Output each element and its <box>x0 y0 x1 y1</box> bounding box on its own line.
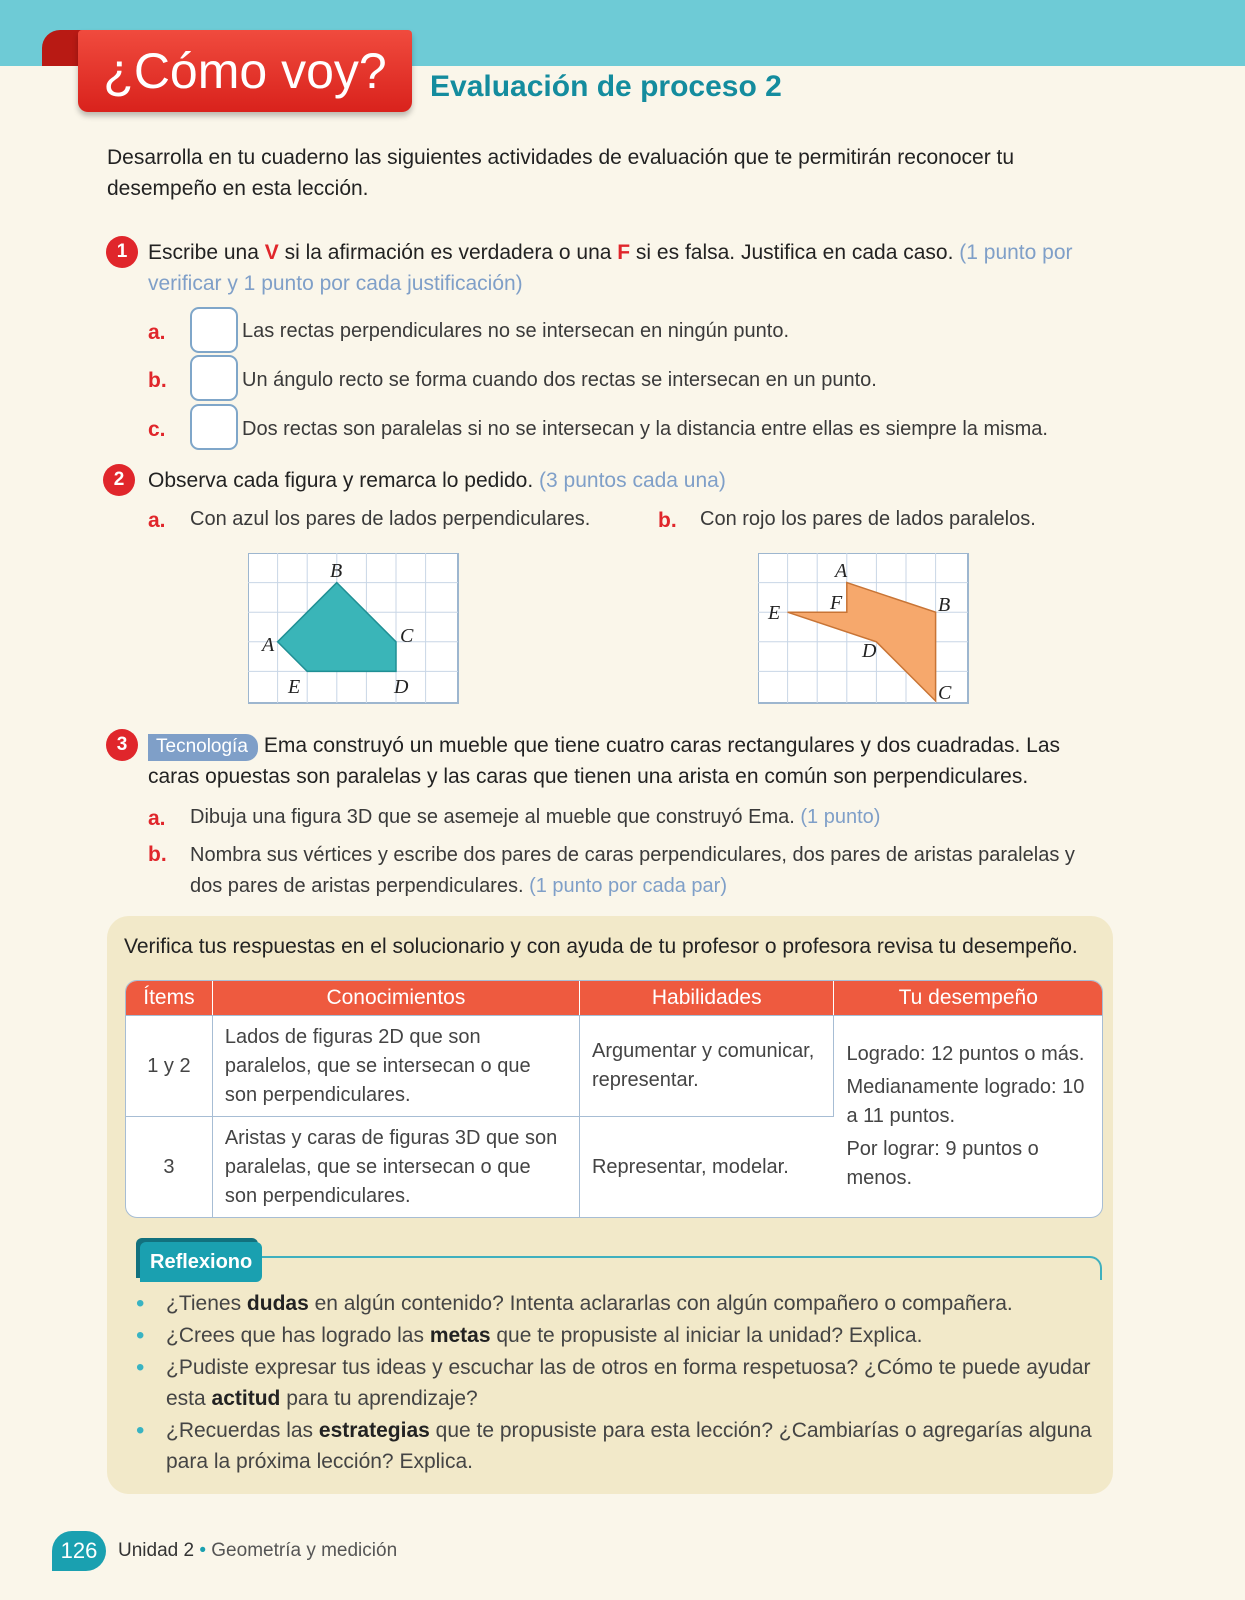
pentagon-label-b: B <box>330 560 343 582</box>
q1-item-c-letter: c. <box>148 418 166 441</box>
question-3-number: 3 <box>106 729 138 761</box>
technology-tag: Tecnología <box>148 734 258 761</box>
q1-item-b-letter: b. <box>148 369 167 392</box>
question-1-number: 1 <box>106 236 138 268</box>
row-1-knowledge: Lados de figuras 2D que son paralelos, que se intersecan o que son perpendiculares. <box>213 1015 580 1116</box>
header-knowledge: Conocimientos <box>213 981 580 1015</box>
q1-item-b-text: Un ángulo recto se forma cuando dos rectas se intersecan en un punto. <box>242 369 877 391</box>
q1-item-a-letter: a. <box>148 321 166 344</box>
q1-item-a-text: Las rectas perpendiculares no se intersecan en ningún punto. <box>242 320 790 342</box>
reflexiono-divider <box>232 1256 1102 1280</box>
hexagon-figure <box>758 553 970 705</box>
list-item: • ¿Recuerdas las estrategias que te propusiste para esta lección? ¿Cambiarías o agregarías alguna para la próxima lección? Explica. <box>134 1415 1100 1477</box>
performance-achieved: Logrado: 12 puntos o más. <box>846 1043 1085 1065</box>
row-1-skills: Argumentar y comunicar, representar. <box>580 1015 834 1116</box>
question-1-points: (1 punto por verificar y 1 punto por cada justificación) <box>148 241 1073 295</box>
performance-cell <box>834 1015 1102 1217</box>
pentagon-label-c: C <box>400 625 414 647</box>
pentagon-label-e: E <box>288 676 301 698</box>
hexagon-label-e: E <box>768 602 781 624</box>
page-number: 126 <box>52 1531 106 1571</box>
q3-item-b-letter: b. <box>148 843 167 866</box>
q1-item-c-text: Dos rectas son paralelas si no se intersecan y la distancia entre ellas es siempre la misma. <box>242 418 1048 440</box>
title-tab-fold <box>42 30 82 66</box>
q1-item-b-answer-box[interactable] <box>190 355 238 401</box>
question-1-text: Escribe una V si la afirmación es verdadera o una F si es falsa. Justifica en cada caso. (1 punto por verificar y 1 punto por cada justificación) <box>148 241 1073 295</box>
pentagon-figure <box>248 553 460 705</box>
list-item: • ¿Tienes dudas en algún contenido? Intenta aclararlas con algún compañero o compañera. <box>134 1288 1100 1319</box>
header-performance: Tu desempeño <box>834 981 1102 1015</box>
evaluation-table <box>125 980 1103 1218</box>
performance-partial: Medianamente logrado: 10 a 11 puntos. <box>846 1076 1085 1127</box>
q2-item-b-letter: b. <box>658 509 677 532</box>
verification-text: Verifica tus respuestas en el solucionario y con ayuda de tu profesor o profesora revisa tu desempeño. <box>124 935 1078 958</box>
page-title-tab: ¿Cómo voy? <box>78 30 412 112</box>
q2-item-a-letter: a. <box>148 509 166 532</box>
table-row <box>126 1015 1102 1116</box>
row-2-items: 3 <box>126 1116 213 1217</box>
list-item: • ¿Pudiste expresar tus ideas y escuchar las de otros en forma respetuosa? ¿Cómo te puede ayudar esta actitud para tu aprendizaje? <box>134 1352 1100 1414</box>
hexagon-label-d: D <box>862 640 877 662</box>
hexagon-label-f: F <box>830 592 843 614</box>
question-2-points: (3 puntos cada una) <box>539 469 726 492</box>
q3-item-a-points: (1 punto) <box>800 806 881 828</box>
q2-item-b-text: Con rojo los pares de lados paralelos. <box>700 508 1036 530</box>
row-2-knowledge: Aristas y caras de figuras 3D que son paralelas, que se intersecan o que son perpendiculares. <box>213 1116 580 1217</box>
pentagon-label-d: D <box>394 676 409 698</box>
true-letter: V <box>264 241 279 264</box>
question-2-text: Observa cada figura y remarca lo pedido. (3 puntos cada una) <box>148 469 726 492</box>
hexagon-label-b: B <box>938 594 951 616</box>
q1-item-a-answer-box[interactable] <box>190 307 238 353</box>
q2-item-a-text: Con azul los pares de lados perpendiculares. <box>190 508 591 530</box>
row-2-skills: Representar, modelar. <box>580 1116 834 1217</box>
header-skills: Habilidades <box>580 981 834 1015</box>
q3-item-a-letter: a. <box>148 807 166 830</box>
pentagon-label-a: A <box>262 634 275 656</box>
question-3-text: Tecnología Ema construyó un mueble que tiene cuatro caras rectangulares y dos cuadradas. Las caras opuestas son paralelas y las caras que tienen una arista en común son perpendiculares. <box>148 734 1061 788</box>
false-letter: F <box>617 241 631 264</box>
hexagon-label-c: C <box>938 682 952 704</box>
q3-item-b-text: Nombra sus vértices y escribe dos pares de caras perpendiculares, dos pares de aristas paralelas y dos pares de aristas perpendiculares. (1 punto por cada par) <box>190 844 1075 897</box>
header-items: Ítems <box>126 981 213 1015</box>
hexagon-label-a: A <box>835 560 848 582</box>
reflexiono-list <box>134 1288 1100 1478</box>
list-item: • ¿Crees que has logrado las metas que te propusiste al iniciar la unidad? Explica. <box>134 1320 1100 1351</box>
q1-item-c-answer-box[interactable] <box>190 404 238 450</box>
intro-text: Desarrolla en tu cuaderno las siguientes actividades de evaluación que te permitirán reconocer tu desempeño en esta lección. <box>107 146 1015 200</box>
question-2-number: 2 <box>103 464 135 496</box>
q3-item-a-text: Dibuja una figura 3D que se asemeje al mueble que construyó Ema. (1 punto) <box>190 806 881 828</box>
page-subtitle: Evaluación de proceso 2 <box>430 70 782 103</box>
reflexiono-tag: Reflexiono <box>140 1242 262 1282</box>
footer-unit: Unidad 2 • Geometría y medición <box>118 1540 398 1561</box>
q3-item-b-points: (1 punto por cada par) <box>529 875 727 897</box>
row-1-items: 1 y 2 <box>126 1015 213 1116</box>
performance-not-achieved: Por lograr: 9 puntos o menos. <box>846 1138 1039 1189</box>
